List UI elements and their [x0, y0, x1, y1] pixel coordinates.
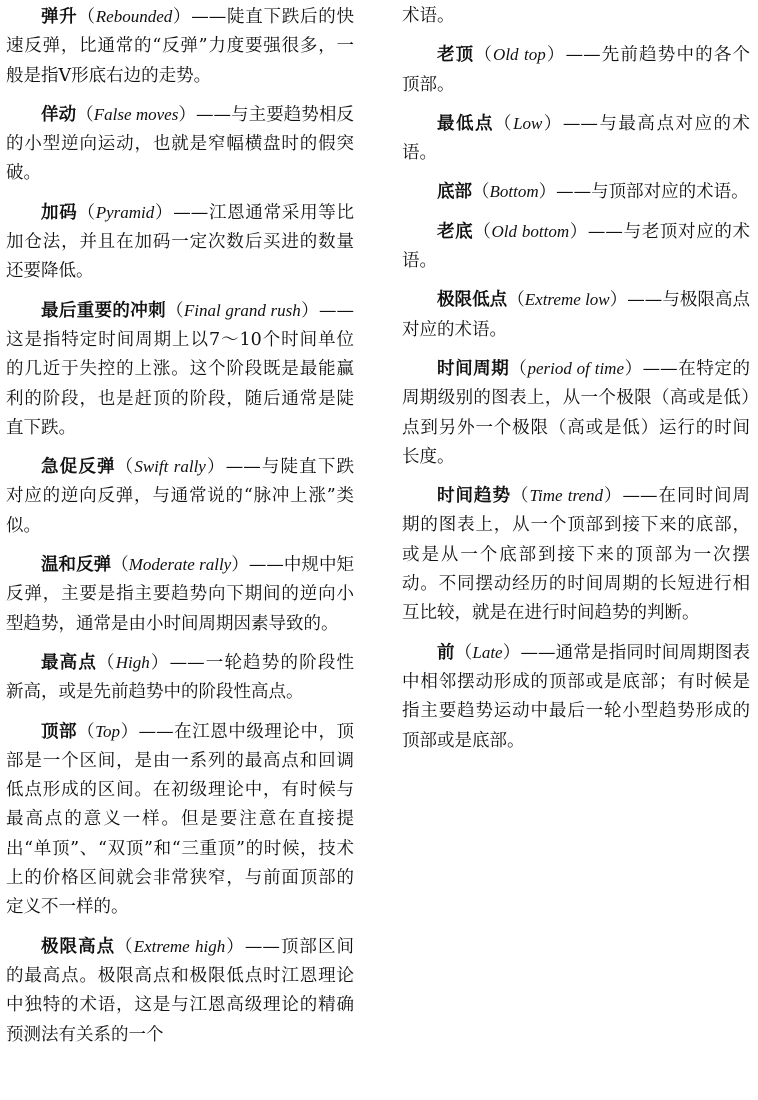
term-label: 底部	[437, 182, 472, 203]
term-definition: ——与陡直下跌对应的逆向反弹，与通常说的“脉冲上涨”类似。	[6, 457, 355, 536]
term-english: Old top	[493, 45, 546, 65]
term-definition: ——先前趋势中的各个顶部。	[402, 45, 750, 95]
term-definition: ——与主要趋势相反的小型逆向运动，也就是窄幅横盘时的假突破。	[6, 104, 354, 184]
term-label: 急促反弹	[41, 457, 116, 478]
glossary-entry-late: 前（Late）——通常是指同时间周期图表中相邻摆动形成的顶部或是底部；有时候是指主要趋势运动中最后一轮小型趋势形成的顶部或是底部。	[402, 642, 751, 751]
glossary-entry-high: 最高点（High）——一轮趋势的阶段性新高，或是先前趋势中的阶段性高点。	[6, 652, 355, 703]
term-english: Pyramid	[95, 202, 155, 222]
glossary-entry-moderate-rally: 温和反弹（Moderate rally）——中规中矩反弹，主要是指主要趋势向下期间的逆向小型趋势，通常是由小时间周期因素导致的。	[6, 555, 355, 634]
term-english: Low	[513, 113, 543, 133]
glossary-entry-time-trend: 时间趋势（Time trend）——在同时间周期的图表上，从一个顶部到接下来的底部，或是从一个底部到接下来的顶部为一次摆动。不同摆动经历的时间周期的长短进行相互比较，就是在进行时间趋势的判断。	[402, 486, 751, 624]
term-english: False moves	[93, 104, 179, 124]
term-definition: ——这是指特定时间周期上以7～10个时间单位的几近于失控的上涨。这个阶段既是最能赢利的阶段，也是赶顶的阶段，随后通常是陡直下跌。	[6, 300, 354, 438]
term-definition: ——在特定的周期级别的图表上，从一个极限（高或是低）点到另外一个极限（高或是低）运行的时间长度。	[402, 358, 750, 467]
right-column	[402, 2, 750, 765]
term-label: 加码	[41, 202, 78, 223]
left-column	[6, 2, 354, 1059]
glossary-entry-period-of-time: 时间周期（period of time）——在特定的周期级别的图表上，从一个极限（高或是低）点到另外一个极限（高或是低）运行的时间长度。	[402, 358, 750, 467]
glossary-entry-swift-rally: 急促反弹（Swift rally）——与陡直下跌对应的逆向反弹，与通常说的“脉冲上涨”类似。	[6, 457, 355, 536]
term-label: 顶部	[41, 721, 78, 742]
term-definition: ——中规中矩反弹，主要是指主要趋势向下期间的逆向小型趋势，通常是由小时间周期因素导致的。	[6, 555, 355, 634]
term-definition: ——顶部区间的最高点。极限高点和极限低点时江恩理论中独特的术语，这是与江恩高级理论的精确预测法有关系的一个	[6, 936, 355, 1045]
term-label: 佯动	[41, 104, 77, 125]
term-english: Moderate rally	[128, 555, 232, 575]
term-definition: ——通常是指同时间周期图表中相邻摆动形成的顶部或是底部；有时候是指主要趋势运动中最后一轮小型趋势形成的顶部或是底部。	[402, 642, 751, 751]
term-label: 弹升	[41, 7, 78, 27]
glossary-entry-top: 顶部（Top）——在江恩中级理论中，顶部是一个区间，是由一系列的最高点和回调低点形成的区间。在初级理论中，有时候与最高点的意义一样。但是要注意在直接提出“单顶”、“双顶”和“三重顶”的时候，技术上的价格区间就会非常狭窄，与前面顶部的定义不一样的。	[6, 721, 355, 918]
continued-text: 术语。	[402, 6, 455, 26]
term-label: 老底	[437, 221, 474, 242]
term-definition: ——一轮趋势的阶段性新高，或是先前趋势中的阶段性高点。	[6, 652, 355, 703]
term-english: High	[115, 652, 150, 672]
term-english: Extreme low	[524, 290, 610, 310]
glossary-entry-false-moves: 佯动（False moves）——与主要趋势相反的小型逆向运动，也就是窄幅横盘时的假突破。	[6, 104, 354, 184]
term-label: 最高点	[41, 652, 98, 673]
glossary-entry-final-grand-rush: 最后重要的冲刺（Final grand rush）——这是指特定时间周期上以7～10个时间单位的几近于失控的上涨。这个阶段既是最能赢利的阶段，也是赶顶的阶段，随后通常是陡直下跌。	[6, 300, 354, 438]
term-label: 老顶	[437, 45, 475, 66]
term-label: 极限低点	[437, 290, 508, 311]
glossary-entry-extreme-low: 极限低点（Extreme low）——与极限高点对应的术语。	[402, 290, 751, 340]
glossary-entry-low: 最低点（Low）——与最高点对应的术语。	[402, 113, 751, 164]
term-english: Time trend	[529, 486, 604, 506]
term-label: 极限高点	[41, 936, 116, 957]
glossary-entry-extreme-high: 极限高点（Extreme high）——顶部区间的最高点。极限高点和极限低点时江恩理论中独特的术语，这是与江恩高级理论的精确预测法有关系的一个	[6, 936, 355, 1045]
term-english: Late	[472, 642, 503, 662]
term-definition: ——在同时间周期的图表上，从一个顶部到接下来的底部，或是从一个底部到接下来的顶部为一次摆动。不同摆动经历的时间周期的长短进行相互比较，就是在进行时间趋势的判断。	[402, 486, 751, 624]
term-english: Top	[95, 721, 121, 741]
glossary-entry-old-top: 老顶（Old top）——先前趋势中的各个顶部。	[402, 45, 750, 95]
term-label: 前	[437, 642, 455, 663]
term-definition: ——与顶部对应的术语。	[556, 182, 749, 203]
term-definition: ——与极限高点对应的术语。	[402, 290, 751, 340]
term-definition: ——江恩通常采用等比加仓法，并且在加码一定次数后买进的数量还要降低。	[6, 202, 355, 282]
term-definition: ——与最高点对应的术语。	[402, 113, 751, 164]
term-english: Bottom	[489, 182, 539, 202]
term-english: Final grand rush	[183, 300, 301, 320]
glossary-entry-rebounded: 弹升（Rebounded）——陡直下跌后的快速反弹，比通常的“反弹”力度要强很多，一般是指V形底右边的走势。	[6, 7, 355, 86]
term-english: Extreme high	[133, 936, 226, 956]
term-label: 最低点	[437, 113, 495, 134]
term-english: Swift rally	[134, 457, 206, 477]
term-label: 温和反弹	[41, 555, 112, 576]
term-label: 最后重要的冲刺	[41, 300, 167, 321]
term-definition: ——在江恩中级理论中，顶部是一个区间，是由一系列的最高点和回调低点形成的区间。在初级理论中，有时候与最高点的意义一样。但是要注意在直接提出“单顶”、“双顶”和“三重顶”的时候，技术上的价格区间就会非常狭窄，与前面顶部的定义不一样的。	[6, 721, 355, 918]
term-english: Rebounded	[95, 7, 173, 26]
term-definition: ——陡直下跌后的快速反弹，比通常的“反弹”力度要强很多，一般是指V形底右边的走势。	[6, 7, 355, 86]
term-english: period of time	[527, 358, 624, 378]
glossary-entry-bottom: 底部（Bottom）——与顶部对应的术语。	[437, 182, 749, 203]
glossary-entry-pyramid: 加码（Pyramid）——江恩通常采用等比加仓法，并且在加码一定次数后买进的数量还要降低。	[6, 202, 355, 282]
glossary-entry-old-bottom: 老底（Old bottom）——与老顶对应的术语。	[402, 221, 751, 272]
term-label: 时间周期	[437, 358, 510, 379]
term-definition: ——与老顶对应的术语。	[402, 221, 751, 272]
term-english: Old bottom	[491, 221, 570, 241]
term-label: 时间趋势	[437, 486, 511, 507]
